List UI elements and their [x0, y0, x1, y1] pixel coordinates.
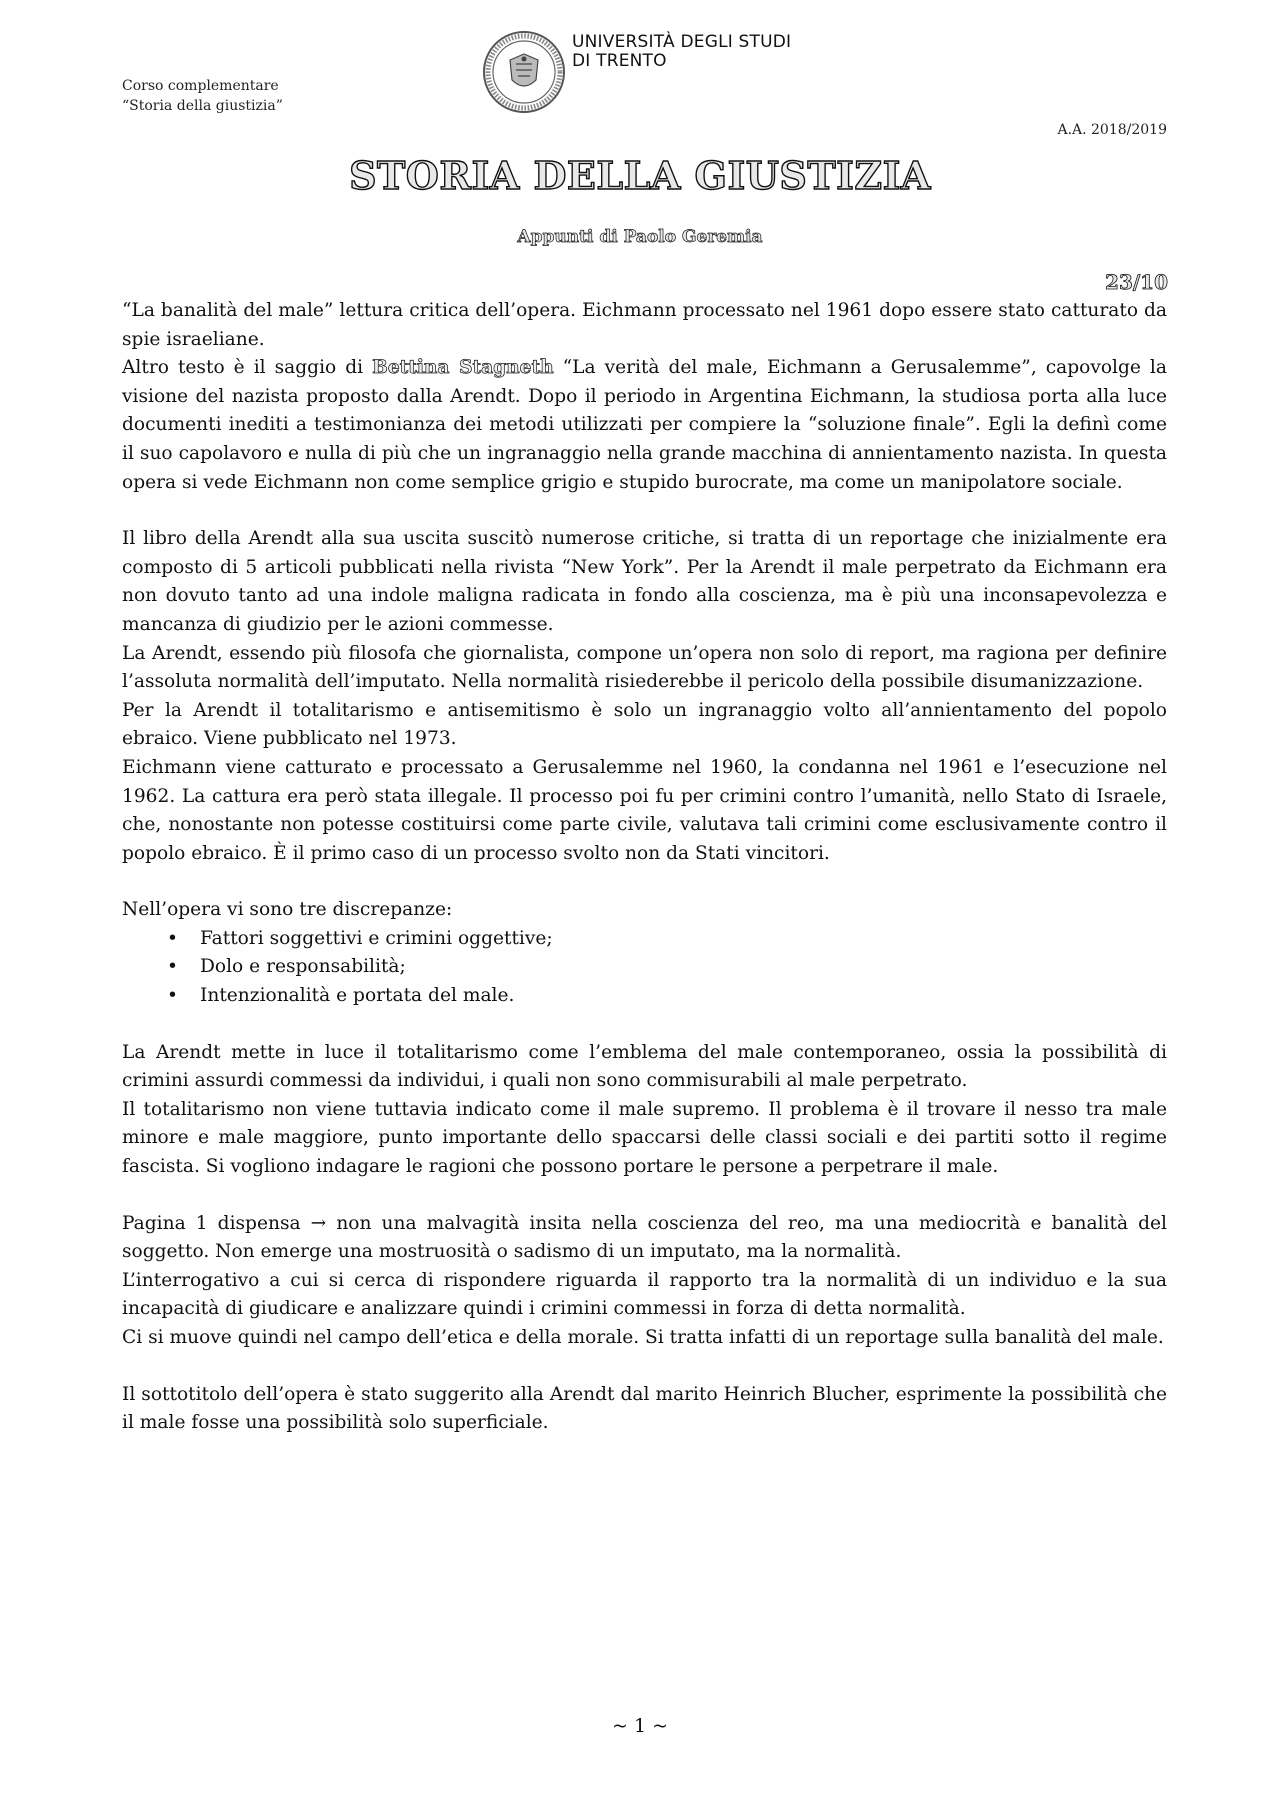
- paragraph: Eichmann viene catturato e processato a Gerusalemme nel 1960, la condanna nel 1961 e l’esecuzione nel 1962. La cattura era però stata illegale. Il processo poi fu per crimini contro l’umanità, nello Stato di Israele, che, nonostante non potesse costituirsi come parte civile, valutava tali crimini come esclusivamente contro il popolo ebraico. È il primo caso di un processo svolto non da Stati vincitori.: [122, 756, 1167, 864]
- paragraph: Pagina 1 dispensa → non una malvagità insita nella coscienza del reo, ma una mediocrità e banalità del soggetto. Non emerge una mostruosità o sadismo di un imputato, ma la normalità.: [122, 1212, 1167, 1263]
- list-intro: Nell’opera vi sono tre discrepanze:: [122, 899, 453, 921]
- university-line-1: UNIVERSITÀ DEGLI STUDI: [572, 32, 792, 52]
- university-seal-icon: [482, 30, 566, 114]
- paragraph: Per la Arendt il totalitarismo e antisemitismo è solo un ingranaggio volto all’annientamento del popolo ebraico. Viene pubblicato nel 1973.: [122, 699, 1167, 750]
- spacer: [122, 868, 1167, 896]
- paragraph: Il sottotitolo dell’opera è stato suggerito alla Arendt dal marito Heinrich Blucher, esprimente la possibilità che il male fosse una possibilità solo superficiale.: [122, 1383, 1167, 1434]
- paragraph: [122, 354, 1167, 497]
- author-name-highlight: Bettina Stagneth: [372, 357, 554, 379]
- paragraph-text: Altro testo è il saggio di: [122, 357, 373, 379]
- paragraph-text: “La verità del male, Eichmann a Gerusalemme”, capovolge la visione del nazista proposto dalla Arendt. Dopo il periodo in Argentina Eichmann, la studiosa porta alla luce documenti inediti a testimonianza dei metodi utilizzati per compiere la “soluzione finale”. Egli la definì come il suo capolavoro e nulla di più che un ingranaggio nella grande macchina di annientamento nazista. In questa opera si vede Eichmann non come semplice grigio e stupido burocrate, ma come un manipolatore sociale.: [122, 357, 1167, 493]
- university-line-2: DI TRENTO: [572, 51, 667, 71]
- document-title: STORIA DELLA GIUSTIZIA: [349, 153, 931, 198]
- university-name: [572, 33, 791, 71]
- document-author: Appunti di Paolo Geremia: [517, 227, 763, 247]
- course-info: [122, 76, 283, 116]
- spacer: [122, 1353, 1167, 1381]
- page-number: ~ 1 ~: [611, 1715, 668, 1737]
- paragraph: Ci si muove quindi nel campo dell’etica e della morale. Si tratta infatti di un reportage sulla banalità del male.: [122, 1327, 1164, 1348]
- paragraph: Il totalitarismo non viene tuttavia indicato come il male supremo. Il problema è il trovare il nesso tra male minore e male maggiore, punto importante dello spaccarsi delle classi sociali e dei partiti sotto il regime fascista. Si vogliono indagare le ragioni che possono portare le persone a perpetrare il male.: [122, 1098, 1167, 1178]
- document-body: [122, 297, 1167, 1438]
- bullet-icon: •: [167, 956, 178, 978]
- discrepancy-list: [122, 925, 1167, 1011]
- course-line-2: “Storia della giustizia”: [122, 98, 283, 114]
- spacer: [122, 1011, 1167, 1039]
- spacer: [122, 1182, 1167, 1210]
- list-item-text: Dolo e responsabilità;: [200, 956, 406, 978]
- list-item: [167, 982, 1167, 1011]
- spacer: [122, 497, 1167, 525]
- bullet-icon: •: [167, 927, 178, 949]
- paragraph: L’interrogativo a cui si cerca di rispondere riguarda il rapporto tra la normalità di un individuo e la sua incapacità di giudicare e analizzare quindi i crimini commessi in forza di detta normalità.: [122, 1269, 1167, 1320]
- academic-year: A.A. 2018/2019: [1057, 122, 1167, 138]
- bullet-icon: •: [167, 985, 178, 1007]
- list-item-text: Fattori soggettivi e crimini oggettive;: [200, 927, 553, 949]
- paragraph: La Arendt, essendo più filosofa che giornalista, compone un’opera non solo di report, ma ragiona per definire l’assoluta normalità dell’imputato. Nella normalità risiederebbe il pericolo della possibile disumanizzazione.: [122, 642, 1167, 693]
- paragraph: Il libro della Arendt alla sua uscita suscitò numerose critiche, si tratta di un reportage che inizialmente era composto di 5 articoli pubblicati nella rivista “New York”. Per la Arendt il male perpetrato da Eichmann era non dovuto tanto ad una indole maligna radicata in fondo alla coscienza, ma è più una inconsapevolezza e mancanza di giudizio per le azioni commesse.: [122, 528, 1167, 635]
- list-item-text: Intenzionalità e portata del male.: [200, 985, 515, 1007]
- course-line-1: Corso complementare: [122, 78, 279, 94]
- paragraph: La Arendt mette in luce il totalitarismo come l’emblema del male contemporaneo, ossia la possibilità di crimini assurdi commessi da individui, i quali non sono commisurabili al male perpetrato.: [122, 1041, 1167, 1092]
- paragraph: “La banalità del male” lettura critica dell’opera. Eichmann processato nel 1961 dopo essere stato catturato da spie israeliane.: [122, 300, 1167, 350]
- list-item: [167, 925, 1167, 954]
- lecture-date: 23/10: [1105, 270, 1168, 294]
- list-item: [167, 953, 1167, 982]
